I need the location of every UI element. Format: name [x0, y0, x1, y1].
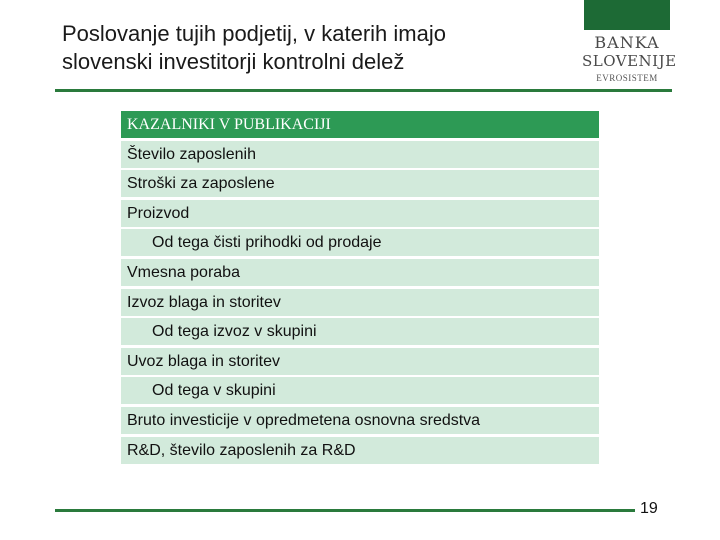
table-header: KAZALNIKI V PUBLIKACIJI	[121, 111, 599, 138]
table-row: Uvoz blaga in storitev	[121, 348, 599, 375]
indicators-table	[121, 111, 599, 466]
table-row-indented: Od tega čisti prihodki od prodaje	[121, 229, 599, 256]
table-row: Proizvod	[121, 200, 599, 227]
table-row: Vmesna poraba	[121, 259, 599, 286]
table-row: R&D, število zaposlenih za R&D	[121, 437, 599, 464]
table-row-indented: Od tega v skupini	[121, 377, 599, 404]
slide-title-line-2: slovenski investitorji kontrolni delež	[62, 49, 405, 74]
table-row-indented: Od tega izvoz v skupini	[121, 318, 599, 345]
table-row: Bruto investicije v opredmetena osnovna sredstva	[121, 407, 599, 434]
logo-text-evrosistem: EVROSISTEM	[596, 73, 658, 83]
slide-title	[62, 20, 562, 76]
top-divider	[55, 89, 672, 92]
page-number: 19	[640, 500, 658, 517]
table-row: Izvoz blaga in storitev	[121, 289, 599, 316]
table-row: Število zaposlenih	[121, 141, 599, 168]
slide-title-line-1: Poslovanje tujih podjetij, v katerih imajo	[62, 21, 446, 46]
bank-logo	[582, 0, 677, 88]
logo-text-banka: BANKA	[594, 33, 660, 52]
logo-green-block	[584, 0, 670, 30]
table-row: Stroški za zaposlene	[121, 170, 599, 197]
bottom-divider	[55, 509, 635, 512]
logo-text-slovenije: SLOVENIJE	[582, 52, 677, 70]
